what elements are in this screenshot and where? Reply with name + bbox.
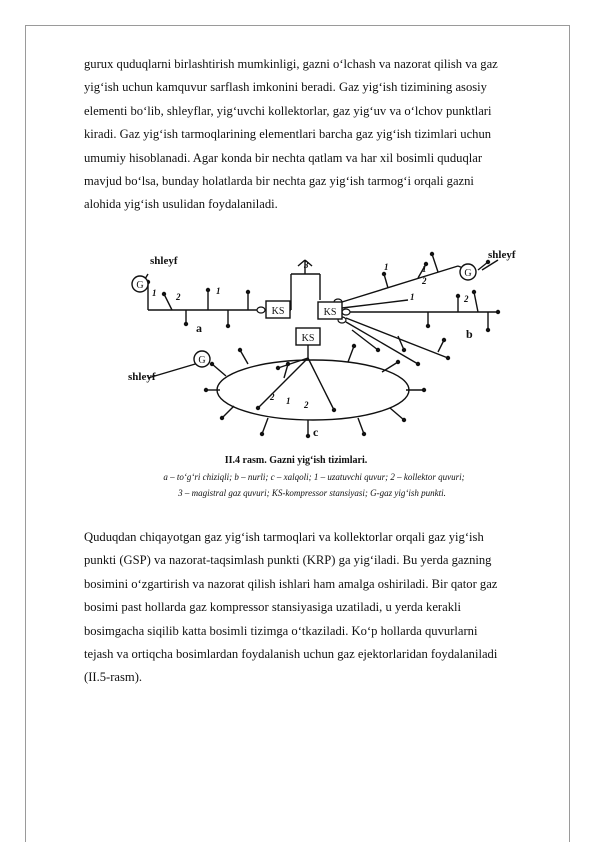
pipe [398,336,404,350]
pipe [390,408,404,420]
g-label: G [464,268,472,279]
figure-caption-line: a – to‘g‘ri chiziqli; b – nurli; c – xalqoli; 1 – uzatuvchi quvur; 2 – kollektor quvuri; [163,472,465,482]
text-line: Quduqdan chiqayotgan gaz yig‘ish tarmoqlari va kollektorlar orqali gaz yig‘ish [84,530,484,544]
label-2: 2 [422,276,427,286]
text-line: alohida yig‘ish usulidan foydalaniladi. [84,197,278,212]
paragraph-1 [84,53,554,217]
diagram-svg [108,240,548,505]
text-line: gurux quduqlarni birlashtirish mumkinligi, gazni o‘lchash va nazorat qilish va gaz [84,57,498,71]
label-2: 2 [304,400,309,410]
ks-label: KS [301,333,315,344]
text-line: kiradi. Gaz yig‘ish tarmoqlarining elementlari barcha gaz yig‘ish tizimlari uchun [84,127,492,142]
text-line: mavjud bo‘lsa, bunday holatlarda bir nechta gaz yig‘ish tarmog‘i orqali gazni [84,174,474,189]
pipe [262,418,268,434]
label-2: 2 [176,292,181,302]
figure-caption-line: 3 – magistral gaz quvuri; KS-kompressor stansiyasi; G-gaz yig‘ish punkti. [178,488,446,498]
pipe [222,406,234,418]
label-1: 1 [410,292,415,302]
label-1: 1 [422,264,427,274]
g-label: G [198,355,206,366]
pipe-radial [342,300,408,308]
text-line: bosimgacha siqilib katta bosimli tizimga o‘tkaziladi. Ko‘p hollarda quvurlarni [84,623,478,638]
text-line: elementi bo‘lib, shleyflar, yig‘uvchi kollektorlar, gaz yig‘uv va o‘lchov punktlari [84,103,492,118]
label-2: 2 [270,392,275,402]
pipe [164,294,172,310]
pipe [308,358,334,410]
text-line: umumiy hisoblanadi. Agar konda bir nechta qatlam va har xil bosimli quduqlar [84,150,483,165]
text-line: (II.5-rasm). [84,670,143,685]
shleyf-label: shleyf [128,371,156,383]
g-label: G [136,280,144,291]
label-a: a [196,321,202,335]
text-line: bosimi past hollarda gaz kompressor stansiyasiga uzatiladi, u yerda kerakli [84,600,462,615]
label-2: 2 [464,294,469,304]
pipe [474,292,478,312]
pipe [432,254,438,272]
label-3: 3 [304,260,309,270]
text-line: bosimini o‘zgartirish va nazorat qilish ishlari ham amalga oshiriladi. Bir qator gaz [84,576,498,591]
pipe [358,418,364,434]
text-line: tejash va ortiqcha bosimlardan foydalanish uchun gaz ejektorlaridan foydalaniladi [84,647,498,662]
shleyf-label: shleyf [488,249,516,261]
label-1: 1 [384,262,389,272]
ks-label: KS [323,307,337,318]
text-line: punkti (GSP) va nazorat-taqsimlash punkti (KRP) ga yig‘iladi. Bu yerda gazning [84,553,492,568]
label-1: 1 [286,396,291,406]
figure-caption-title: II.4 rasm. Gazni yig‘ish tizimlari. [224,455,368,466]
pipe [212,364,226,376]
pipe [240,350,248,364]
pipe-shleyf [148,362,202,378]
label-1: 1 [152,288,157,298]
pipe [258,358,308,408]
paragraph-2 [84,526,554,690]
pipe [348,346,354,362]
ks-label: KS [271,306,285,317]
pipe [382,362,398,372]
gas-collection-diagram [108,240,548,505]
label-1: 1 [216,286,221,296]
pipe-radial [346,322,418,364]
text-line: yig‘ish uchun kamquvur sarflash imkonini beradi. Gaz yig‘ish tizimining asosiy [84,80,487,95]
shleyf-label: shleyf [150,255,178,267]
pipe-radial [342,266,458,302]
label-b: b [466,327,473,341]
label-c: c [313,425,319,439]
